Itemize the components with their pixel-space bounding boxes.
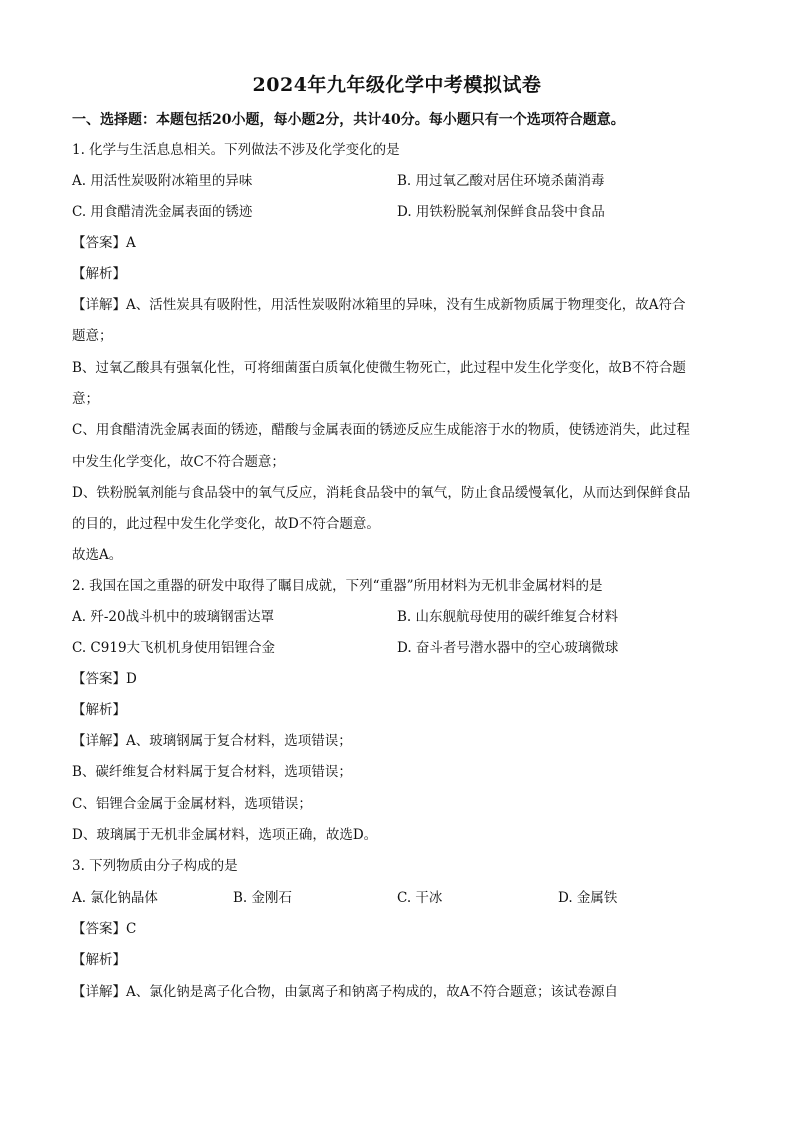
question-1-stem: 1. 化学与生活息息相关。下列做法不涉及化学变化的是 [72,142,400,158]
q1-detail-line: 意； [72,391,99,407]
q1-detail-line: 【详解】A、活性炭具有吸附性，用活性炭吸附冰箱里的异味，没有生成新物质属于物理变化，故A符合 [72,297,686,313]
q3-detail-line: 【详解】A、氯化钠是离子化合物，由氯离子和钠离子构成的，故A不符合题意；该试卷源自 [72,984,618,1000]
q1-detail-line: 中发生化学变化，故C不符合题意； [72,454,285,470]
question-2-stem: 2. 我国在国之重器的研发中取得了瞩目成就，下列“重器”所用材料为无机非金属材料的是 [72,578,603,594]
section-heading: 一、选择题：本题包括20小题，每小题2分，共计40分。每小题只有一个选项符合题意。 [72,112,625,128]
q1-option-a: A. 用活性炭吸附冰箱里的异味 [72,173,253,189]
q1-detail-line: B、过氧乙酸具有强氧化性，可将细菌蛋白质氧化使微生物死亡，此过程中发生化学变化，故B不符合题 [72,360,686,376]
q2-option-d: D. 奋斗者号潜水器中的空心玻璃微球 [397,640,619,656]
q2-detail-line: D、玻璃属于无机非金属材料，选项正确，故选D。 [72,827,378,843]
q1-detail-line: D、铁粉脱氧剂能与食品袋中的氧气反应，消耗食品袋中的氧气，防止食品缓慢氧化，从而达到保鲜食品 [72,485,691,501]
q2-option-b: B. 山东舰航母使用的碳纤维复合材料 [397,609,619,625]
question-3-stem: 3. 下列物质由分子构成的是 [72,858,238,874]
q1-analysis-label: 【解析】 [72,266,126,282]
page-title: 2024年九年级化学中考模拟试卷 [252,74,542,96]
q3-option-c: C. 干冰 [397,890,443,906]
q3-analysis-label: 【解析】 [72,952,126,968]
q1-detail-line: 的目的，此过程中发生化学变化，故D不符合题意。 [72,516,380,532]
q1-option-d: D. 用铁粉脱氧剂保鲜食品袋中食品 [397,204,605,220]
q2-detail-line: 【详解】A、玻璃钢属于复合材料，选项错误； [72,733,352,749]
q3-option-b: B. 金刚石 [233,890,293,906]
q1-option-c: C. 用食醋清洗金属表面的锈迹 [72,204,253,220]
q1-option-b: B. 用过氧乙酸对居住环境杀菌消毒 [397,173,605,189]
q1-answer: 【答案】A [72,235,136,251]
q2-analysis-label: 【解析】 [72,702,126,718]
q1-detail-line: C、用食醋清洗金属表面的锈迹，醋酸与金属表面的锈迹反应生成能溶于水的物质，使锈迹消失，此过程 [72,422,690,438]
q3-option-d: D. 金属铁 [558,890,618,906]
q1-detail-line: 故选A。 [72,547,123,563]
q2-detail-line: C、铝锂合金属于金属材料，选项错误； [72,796,312,812]
q3-option-a: A. 氯化钠晶体 [72,890,158,906]
q2-answer: 【答案】D [72,671,137,687]
q2-option-a: A. 歼-20战斗机中的玻璃钢雷达罩 [72,609,275,625]
q3-answer: 【答案】C [72,921,137,937]
q2-detail-line: B、碳纤维复合材料属于复合材料，选项错误； [72,764,352,780]
q2-option-c: C. C919大飞机机身使用铝锂合金 [72,640,276,656]
q1-detail-line: 题意； [72,328,113,344]
